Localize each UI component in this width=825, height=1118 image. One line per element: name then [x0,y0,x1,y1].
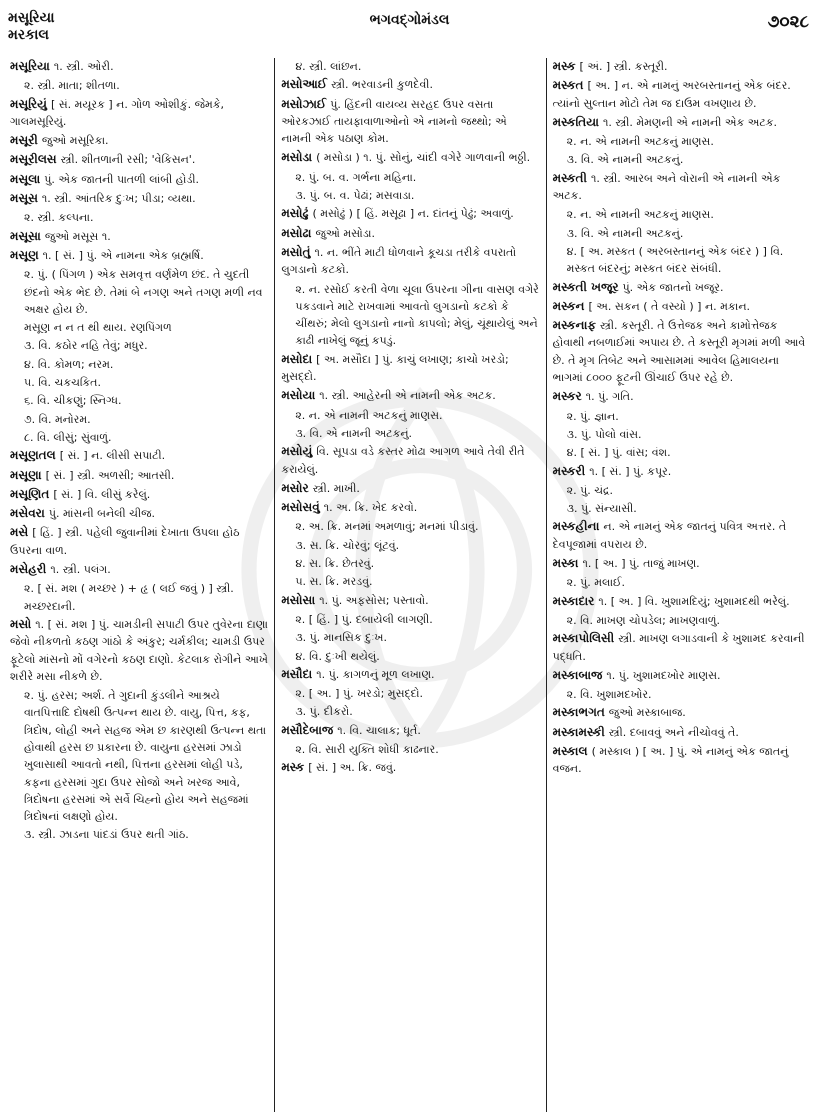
dictionary-entry [10,171,268,188]
definition: [ સં. ] વિ. લીસું કરેલું. [53,487,151,501]
dictionary-entry [10,247,268,264]
headword: મસ્કાદાર [552,593,595,608]
dictionary-entry [10,561,268,578]
dictionary-entry [553,667,811,684]
headword: મસ્કતિયા [552,114,599,129]
sub-sense: મસૂણ ન ન ત થી થાય. રણપિંગળ [24,321,172,335]
definition: સ્ત્રી. ભરવાડની કુળદેવી. [331,78,433,92]
sub-sense: ૩. સ્ત્રી. ઝાડના પાંદડાં ઉપર થતી ગાંઠ. [24,828,189,842]
sub-sense: ૩. સ. ક્રિ. ચોરવું; લૂંટવું. [295,538,400,552]
page-header [4,6,815,52]
headword: મસોઝાઈ [281,96,327,111]
definition: ૧. પું. અફસોસ; પસ્તાવો. [319,593,429,607]
headword: મસોયું [281,444,313,459]
definition: જુઓ મસૂરિકા. [41,134,109,148]
dictionary-entry [553,743,811,778]
sub-sense: ૨. અ. ક્રિ. મનમાં અમળાવું; મનમાં પીડાવું. [295,520,479,534]
sub-sense: ૩. પું. પોલો વાંસ. [566,427,642,441]
headword: મસ્કા [552,556,579,571]
sub-sense: ૪. [ અ. મસ્કત ( અરબસ્તાનનું એક બંદર ) ] વિ. મસ્કત બંદરનું; મસ્કત બંદર સંબંધી. [566,244,784,276]
definition: [ સં. ] ન. લીસી સપાટી. [59,449,166,463]
dictionary-entry [553,704,811,721]
headword: મસ્કાપોલિસી [552,631,615,646]
guide-word-bottom: મરકાલ [8,27,50,43]
sub-sense: ૫. સ. ક્રિ. મરડવું. [295,575,373,589]
dictionary-entry [553,114,811,131]
definition: પું. હિંદની વાયવ્ય સરહદ ઉપર વસતા ઓરકઝાઈ તાયફાવાળાઓનો એ નામનો જથ્થો; એ નામની એક પઠાણ કોમ. [281,97,507,146]
definition: [ અ. મસૌદા ] પું. કાચું લખાણ; કાચો ખરડો; મુસદ્દો. [281,352,509,384]
column-3 [546,58,817,1112]
headword: મસૂલા [10,171,41,186]
dictionary-entry [281,443,539,478]
definition: જુઓ મસૂસ ૧. [44,229,111,243]
sub-sense: ૨. પું. જ્ઞાન. [566,409,619,423]
dictionary-entry [553,630,811,665]
definition: પું. માંસની બનેલી ચીજ. [48,507,155,521]
headword: મસેવરા [10,506,45,521]
headword: મસોઢું [281,206,309,221]
dictionary-entry [281,351,539,386]
dictionary-entry [10,486,268,503]
dictionary-entry [281,244,539,279]
dictionary-entry [281,96,539,148]
column-2 [274,58,545,1112]
dictionary-entry [553,58,811,75]
headword: મસોસવું [281,500,320,515]
headword: મસોઆઈ [281,77,328,92]
sub-sense: ૨. પું. મલાઈ. [566,576,626,590]
definition: [ અ. સકન ( તે વસ્યો ) ] ન. મકાન. [588,299,751,313]
headword: મસ્કાભગત [552,705,605,720]
definition: સ્ત્રી. દબાવવું અને નીચોવવું તે. [608,725,739,739]
sub-sense: ૨. [ હિં. ] પું. દબાયેલી લાગણી. [295,612,433,626]
sub-sense: ૨. પું. ચંદ્ર. [566,483,614,497]
columns [4,58,817,1112]
sub-sense: ૨. [ સં. મશ ( મચ્છર ) + હૃ ( લઈ જવું ) ] સ્ત્રી. મચ્છરદાની. [24,582,234,613]
definition: વિ. સૂપડા વડે કસ્તર મોઢા આગળ આવે તેવી રીતે કરાયેલું. [281,445,525,476]
dictionary-entry [553,77,811,112]
dictionary-entry [553,555,811,572]
dictionary-entry [553,724,811,741]
headword: મસૂસા [10,228,41,243]
definition: ૧. પું. કાગળનું મૂળ લખાણ. [316,667,435,681]
definition: [ અ. ] ન. એ નામનું અરબસ્તાનનું એક બંદર. ત્યાંનો સુલ્તાન મોટો તેમ જ દાઉમ વખણાય છે. [552,79,791,110]
dictionary-entry [10,151,268,168]
definition: પું. એક જાતની પાતળી લાંબી હોડી. [44,172,200,186]
sub-sense: ૪. વિ. દુઃખી થયેલું. [295,649,380,663]
headword: મસ્કતી ખજૂર [552,279,619,294]
definition: [ સં. ] સ્ત્રી. અળસી; આતસી. [45,468,175,482]
sub-sense: ૩. વિ. એ નામની અટકનું. [566,153,684,167]
definition: ૧. સ્ત્રી. ઓરી. [53,60,114,73]
headword: મસૂરીલસ [10,152,57,167]
dictionary-entry [10,190,268,207]
dictionary-entry [553,463,811,480]
headword: મસ્કરી [552,463,586,478]
running-title: ભગવદ્ગોમંડલ [369,12,450,28]
sub-sense: ૨. વિ. ખુશામદખોર. [566,688,652,702]
sub-sense: ૨. સ્ત્રી. કલ્પના. [24,211,94,225]
sub-sense: ૬. વિ. ચીકણું; સ્નિગ્ધ. [24,394,122,408]
headword: મસોસા [281,592,316,607]
definition: સ્ત્રી. માખી. [312,481,360,495]
sub-sense: ૩. પું. માનસિક દુઃખ. [295,631,387,645]
definition: જુઓ મસ્કાબાજ. [608,706,686,720]
headword: મસ્કત [552,78,584,93]
dictionary-entry [281,666,539,683]
headword: મસ્કાલ [552,743,588,758]
dictionary-entry [553,170,811,205]
sub-sense: ૪. વિ. કોમળ; નરમ. [24,357,114,371]
headword: મસૂણતલ [10,448,56,463]
definition: ૧. [ અ. ] પું. તાજું માખણ. [582,557,700,571]
headword: મસેહરી [10,562,47,577]
headword: મસૂરિયા [10,59,50,73]
definition: ન. એ નામનું એક જાતનું પવિત્ર અત્તર. તે દેવપૂજામાં વપરાય છે. [552,520,787,551]
dictionary-entry [281,499,539,516]
sub-sense: ૭. વિ. મનોરમ. [24,412,91,426]
headword: મસોતું [281,244,311,259]
definition: ૧. [ અ. ] વિ. ખુશામદિયું; ખુશામદથી ભરેલું. [598,594,790,608]
definition: ૧. સ્ત્રી. આહેરની એ નામની એક અટક. [319,389,496,403]
sub-sense: ૩. વિ. એ નામની અટકનું. [295,426,413,440]
dictionary-entry [281,205,539,222]
dictionary-entry [10,447,268,464]
dictionary-entry [281,149,539,166]
definition: ૧. સ્ત્રી. પલંગ. [50,563,111,577]
sub-sense: ૩. વિ. એ નામની અટકનું. [566,226,684,240]
headword: મસ્કન [552,298,585,313]
dictionary-entry [553,298,811,315]
definition: સ્ત્રી. શીતળાની રસી; 'વેકિસન'. [60,153,196,167]
sub-sense: ૩. પું. દીકરો. [295,705,353,719]
dictionary-entry [10,96,268,131]
definition: [ હિં. ] સ્ત્રી. પહેલી જુવાનીમાં દેખાતા ઉપલા હોઠ ઉપરના વાળ. [10,526,240,557]
definition: [ સં. મયૂરક ] ન. ગોળ ઓશીકું. જેમકે, ગાલમસૂરિયું. [10,97,224,128]
definition: [ અં. ] સ્ત્રી. કસ્તૂરી. [579,60,668,73]
sub-sense: ૮. વિ. લીસું; સુંવાળું. [24,430,112,444]
sub-sense: ૨. સ્ત્રી. માતા; શીતળા. [24,79,120,93]
headword: મસોઢા [281,225,312,240]
dictionary-entry [281,480,539,497]
dictionary-entry [10,505,268,522]
sub-sense: ૨. પું. હરસ; અર્શ. તે ગુદાની કુંડલીને આશ્રયે વાતપિત્તાદિ દોષથી ઉત્પન્ન થાય છે. વાયુ, પિત્ત, કફ, ત્રિદોષ, લોહી અને સહજ એમ છ કારણથી ઉત્પન્ન થતા હોવાથી હરસ છ પ્રકારના છે. વાયુના હરસમાં ઝાડો ખુલાસાથી આવતો નથી, પિત્તના હરસમાં લોહી પડે, કફના હરસમાં ગુદા ઉપર સોજો અને ખરજ આવે, ત્રિદોષના હરસમાં એ સર્વે ચિહ્નો હોય અને સહજમાં ત્રિદોષનાં લક્ષણો હોય. [24,689,267,824]
headword: મસોર [281,480,309,495]
headword: મસૂસ [10,191,38,206]
page-number: ૭૦૨૮ [767,12,809,32]
dictionary-entry [553,518,811,553]
dictionary-entry [10,524,268,559]
dictionary-entry [553,317,811,386]
sub-sense: ૪. સ્ત્રી. લાંછન. [295,60,362,73]
dictionary-entry [553,279,811,296]
definition: સ્ત્રી. માખણ લગાડવાની કે ખુશામદ કરવાની પદ્ધતિ. [552,632,805,663]
sub-sense: ૨. પું. ( પિંગળ ) એક સમવૃત્ત વર્ણમેળ છંદ. તે ચુદતી છંદનો એક ભેદ છે. તેમાં બે નગણ અને તગણ મળી નવ અક્ષર હોય છે. [24,268,263,316]
definition: ( મસ્કાલ ) [ અ. ] પું. એ નામનું એક જાતનું વજન. [552,744,789,776]
headword: મસૂણિત [10,486,50,501]
headword: મસોડા [281,150,313,165]
dictionary-entry [10,58,268,75]
definition: ૧. સ્ત્રી. આરબ અને વોરાની એ નામની એક અટક. [552,171,781,203]
headword: મસોદા [281,351,313,366]
dictionary-entry [553,388,811,405]
headword: મસૂરિયું [10,96,47,111]
headword: મસ્કર [552,389,582,404]
headword: મસૂણ [10,247,39,262]
sub-sense: ૪. સ. ક્રિ. છેતરવું. [295,557,375,571]
definition: સ્ત્રી. કસ્તૂરી. તે ઉત્તેજક અને કામોત્તેજક હોવાથી નબળાઈમાં અપાય છે. તે કસ્તૂરી મૃગમાં મળી આવે છે. તે મૃગ તિબેટ અને આસામમાં આવેલ હિમાલયના ભાગમાં ૮૦૦૦ ફૂટની ઊંચાઈ ઉપર રહે છે. [552,319,806,385]
definition: ૧. અ. ક્રિ. ખેદ કરવો. [323,501,418,515]
sub-sense: ૨. ન. એ નામની અટકનું માણસ. [566,135,714,149]
sub-sense: ૨. ન. એ નામની અટકનું માણસ. [566,208,714,222]
definition: ૧. સ્ત્રી. આંતરિક દુઃખ; પીડા; વ્યથા. [41,192,196,206]
dictionary-entry [281,76,539,93]
guide-word-top: મસૂરિયા [8,10,55,26]
dictionary-entry [281,387,539,404]
dictionary-entry [10,228,268,245]
headword: મસૌદેબાજ [281,722,334,737]
headword: મસૂરી [10,133,38,148]
headword: મસ્ક [552,59,576,73]
definition: ( મસોઢું ) [ હિં. મસૂઢા ] ન. દાંતનું પેઢું; અવાળું. [312,207,514,221]
sub-sense: ૨. વિ. માખણ ચોપડેલ; માખણવાળું. [566,613,720,627]
sub-sense: ૫. વિ. ચકચકિત. [24,376,101,390]
headword: મસ્કહીના [552,519,600,534]
definition: ૧. પું. ગતિ. [585,390,634,404]
sub-sense: ૩. પું. બ. વ. પેઢાં; મસવાડા. [295,189,415,203]
sub-sense: ૨. ન. એ નામની અટકનું માણસ. [295,408,443,422]
definition: ૧. [ સં. મશ ] પું. ચામડીની સપાટી ઉપર તુવેરના દાણા જેવો નીકળતો કઠણ ગાંઠો કે અંકુર; ચર્મકીલ; ચામડી ઉપર ફૂટેલો માંસનો મોં વગેરનો કઠણ દાણો. કેટલાક રોગીને આખે શરીરે મસા નીકળે છે. [10,617,269,683]
sub-sense: ૨. ન. રસોઈ કરતી વેળા ચૂલા ઉપરના ગીના વાસણ વગેરે પકડવાને માટે રાખવામાં આવતો લુગડાનો કટકો કે ચીંથરું; મેલો લુગડાનો નાનો કાપલો; મેલું, ચૂંથાયેલું અને કાઢી નાખેલું જૂનું કપડું. [295,282,539,348]
sub-sense: ૨. પું. બ. વ. ગર્ભના મહિના. [295,170,417,184]
dictionary-entry [10,132,268,149]
definition: ૧. સ્ત્રી. મેમણની એ નામની એક અટક. [602,115,778,129]
headword: મસો [10,616,32,631]
sub-sense: ૨. વિ. સારી યુક્તિ શોધી કાઢનાર. [295,742,439,756]
headword: મસ્કામસ્કી [552,724,605,739]
definition: ૧. વિ. ચાલાક; ધૂર્ત. [337,723,421,737]
dictionary-entry [10,467,268,484]
definition: પું. એક જાતનો ખજૂર. [622,280,724,294]
dictionary-entry [281,722,539,739]
sub-sense: ૪. [ સં. ] પું. વાંસ; વંશ. [566,446,671,460]
headword: મસોયા [281,388,316,403]
definition: જુઓ મસોડા. [315,226,375,240]
headword: મસ્કતી [552,170,587,185]
dictionary-entry [281,759,539,776]
definition: ૧. [ સં. ] પું. કપૂર. [589,464,672,478]
headword: મસ્ક [281,760,305,775]
headword: મસૌદા [281,666,313,681]
definition: ૧. ન. ભીંતે માટી ધોળવાને કૂચડા તરીકે વપરાતો લુગડાનો કટકો. [281,245,517,277]
dictionary-entry [281,225,539,242]
definition: ૧. પું. ખુશામદખોર માણસ. [606,668,721,682]
definition: [ સં. ] અ. ક્રિ. જવું. [308,761,397,775]
headword: મસે [10,525,29,540]
headword: મસૂણા [10,467,42,482]
column-1 [4,58,274,1112]
dictionary-entry [10,616,268,685]
headword: મસ્કાબાજ [552,667,603,682]
sub-sense: ૩. પું. સંન્યાસી. [566,502,637,516]
headword: મસ્કનાફ [552,318,596,333]
definition: ( મસોડા ) ૧. પું. સોનું, ચાંદી વગેરે ગાળવાની ભઠ્ઠી. [316,151,531,165]
dictionary-entry [553,593,811,610]
definition: ૧. [ સં. ] પું. એ નામના એક બ્રહ્મર્ષિ. [42,248,204,262]
sub-sense: ૨. [ અ. ] પું. ખરડો; મુસદ્દો. [295,687,424,701]
sub-sense: ૩. વિ. કઠોર નહિ તેવું; મધુર. [24,339,148,353]
dictionary-entry [281,592,539,609]
